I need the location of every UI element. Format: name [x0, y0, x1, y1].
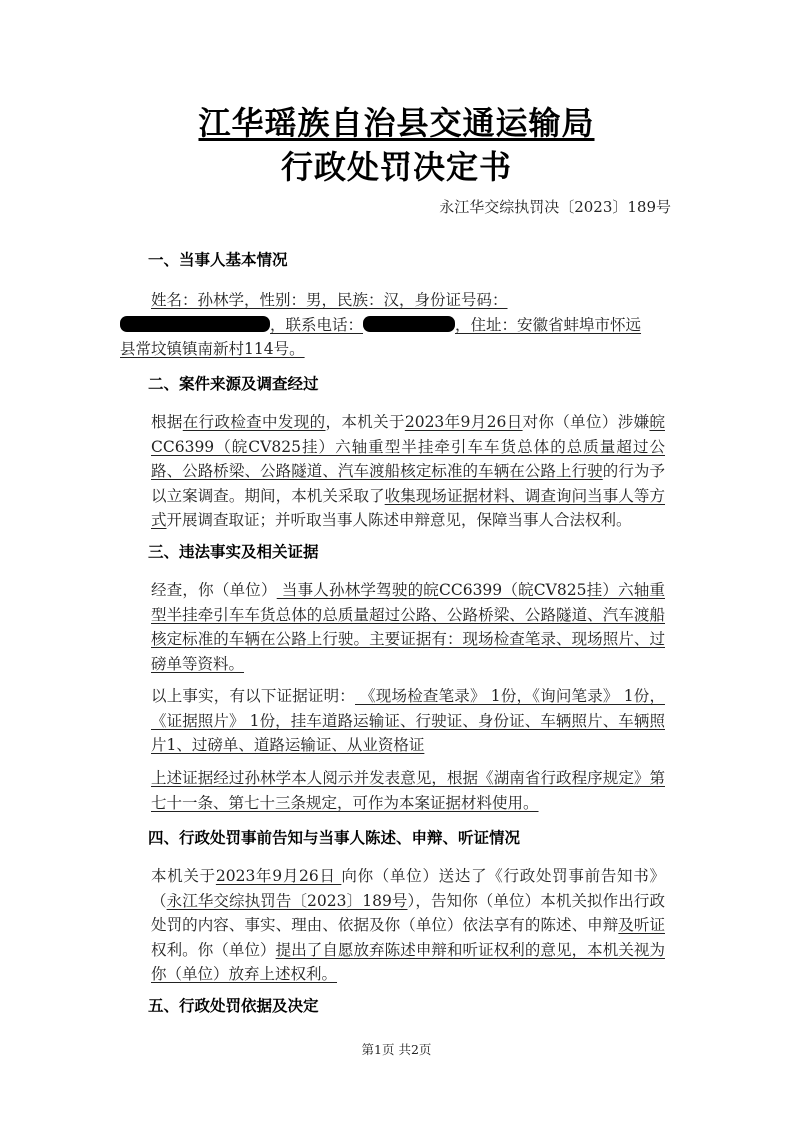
text-span: ），告知你（单位）本机关拟作出行政处罚的内容、事实、理由、依据及你（单位）依法享有的陈述、申辩 — [151, 891, 665, 934]
redacted-phone — [363, 316, 455, 332]
evidence-paragraph — [120, 684, 665, 758]
evidence-validity-paragraph — [120, 766, 665, 815]
party-address: ，住址：安徽省蚌埠市怀远 — [455, 315, 642, 334]
section-heading-facts: 三、违法事实及相关证据 — [148, 543, 319, 561]
violation-facts: 当事人孙林学驾驶的皖CC6399（皖CV825挂）六轴重型半挂牵引车车货总体的总质量超过公路、公路桥梁、公路隧道、汽车渡船核定标准的车辆在公路上行驶。主要证据有：现场检查笔录、现场照片、过磅单等资料。 — [151, 581, 665, 673]
page-footer: 第1页 共2页 — [361, 1042, 432, 1057]
text-span: 本机关于 — [151, 867, 216, 885]
text-span: 经查，你（单位） — [151, 581, 277, 599]
hearing-right: 及听证 — [618, 916, 665, 934]
party-info-paragraph — [120, 288, 665, 362]
text-span: 权利。你（单位） — [151, 940, 276, 959]
document-title-type: 行政处罚决定书 — [280, 148, 512, 186]
redacted-id-number — [120, 316, 270, 332]
investigation-method: 收集现场证据材料、调查询问当事人等方式 — [151, 486, 665, 529]
text-span: 向你（单位）送达了《行政处罚事前告知书》（ — [151, 867, 665, 910]
evidence-validity: 上述证据经过孙林学本人阅示并发表意见，根据《湖南省行政程序规定》第七十一条、第七十三条规定，可作为本案证据材料使用。 — [151, 769, 665, 812]
violation-description: 皖CC6399（皖CV825挂）六轴重型半挂牵引车车货总体的总质量超过公路、公路桥梁、公路隧道、汽车渡船核定标准的车辆在公路上行驶 — [151, 413, 665, 480]
notice-date: 2023年9月26日 — [215, 867, 342, 885]
facts-paragraph — [120, 578, 665, 676]
text-span: 根据 — [151, 413, 183, 431]
case-date: 2023年9月26日 — [404, 413, 523, 431]
section-heading-notice: 四、行政处罚事前告知与当事人陈述、申辩、听证情况 — [148, 829, 521, 847]
case-source-paragraph — [120, 410, 665, 533]
case-source-method: 在行政检查中发现的 — [182, 413, 326, 431]
text-span: ，本机关于 — [325, 413, 405, 431]
document-title-agency: 江华瑶族自治县交通运输局 — [198, 104, 595, 142]
party-address-cont: 县常坟镇镇南新村114号。 — [120, 340, 305, 358]
text-span: 的行为予以立案调查。期间，本机关采取了 — [151, 462, 665, 505]
text-span: 对你（单位）涉嫌 — [522, 413, 650, 431]
notice-doc-number: 永江华交综执罚告〔2023〕189号 — [166, 891, 408, 910]
section-heading-source: 二、案件来源及调查经过 — [148, 375, 319, 393]
party-info-line1: 姓名：孙林学，性别：男，民族：汉，身份证号码： — [151, 291, 508, 309]
text-span: 以上事实，有以下证据证明： — [151, 687, 355, 705]
party-phone-label: ，联系电话： — [270, 315, 364, 334]
notice-paragraph — [120, 864, 665, 987]
section-heading-decision: 五、行政处罚依据及决定 — [148, 997, 319, 1015]
section-heading-party: 一、当事人基本情况 — [148, 251, 288, 269]
evidence-list: 《现场检查笔录》 1份，《询问笔录》 1份，《证据照片》 1份，挂车道路运输证、行驶证、身份证、车辆照片、车辆照片1、过磅单、道路运输证、从业资格证 — [151, 687, 665, 754]
document-number: 永江华交综执罚决〔2023〕189号 — [439, 198, 671, 216]
party-response: 提出了自愿放弃陈述申辩和听证权利的意见，本机关视为你（单位）放弃上述权利。 — [151, 940, 665, 983]
text-span: 开展调查取证；并听取当事人陈述申辩意见，保障当事人合法权利。 — [166, 511, 632, 529]
